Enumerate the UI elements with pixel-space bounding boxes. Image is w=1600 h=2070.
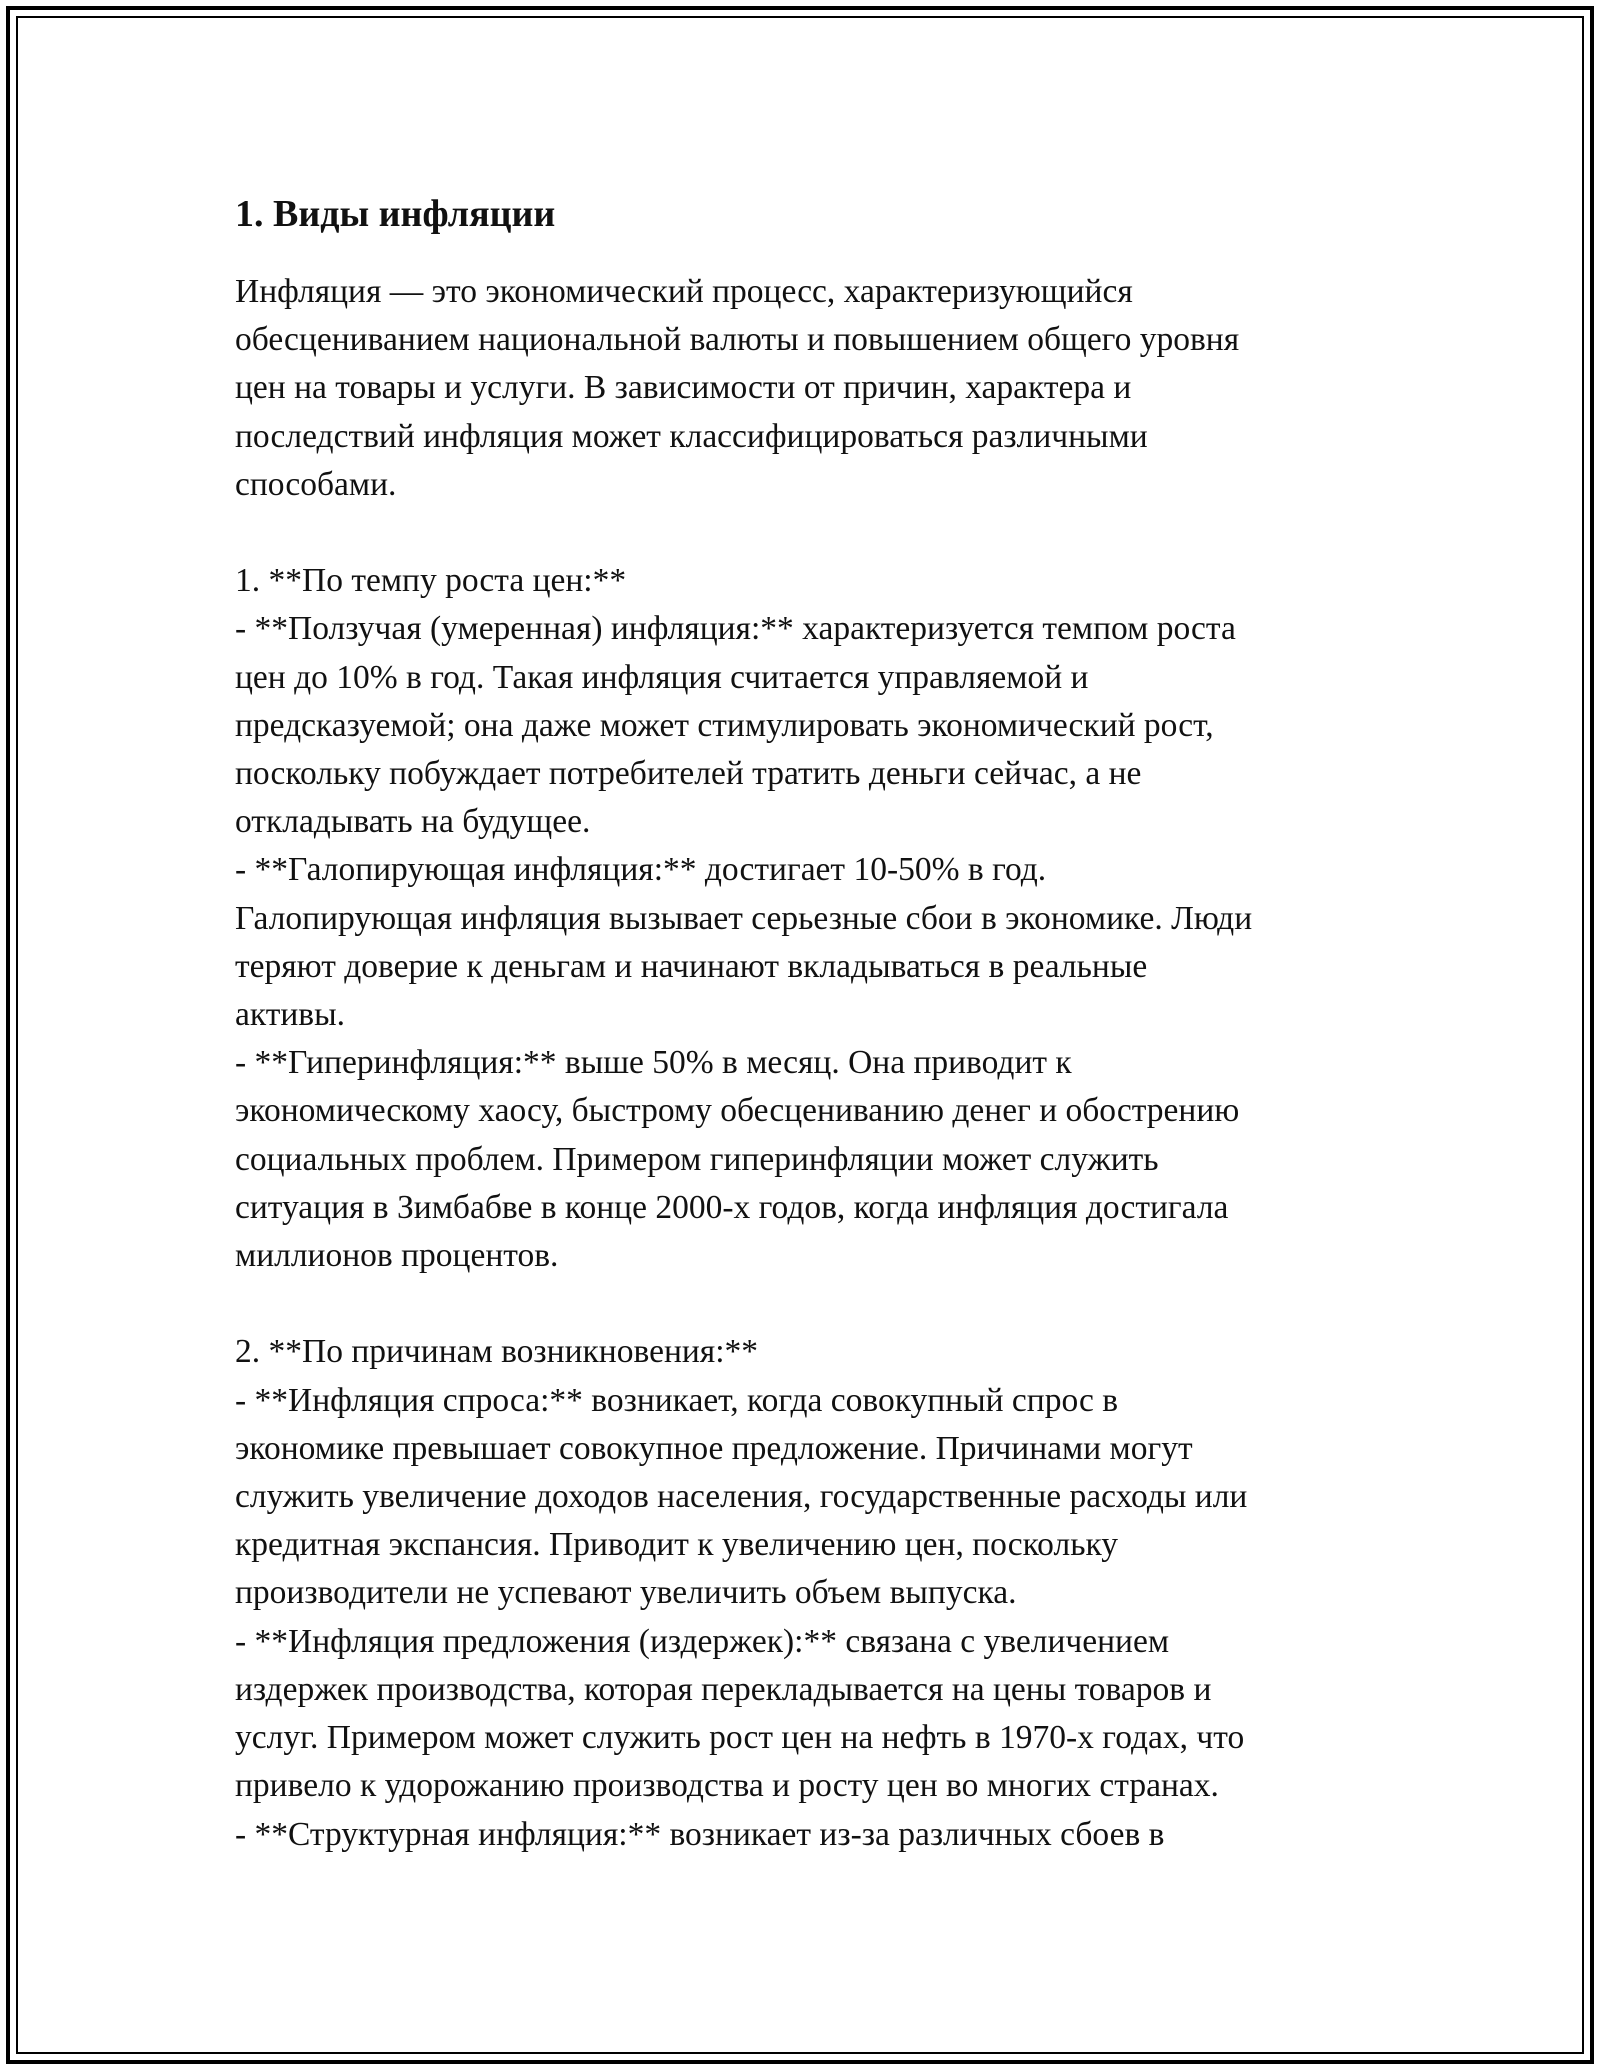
- body-text: Инфляция — это экономический процесс, характеризующийся обесцениванием национальной валюты и повышением общего уровня цен на товары и услуги. В зависимости от причин, характера и последствий инфляция может классифицироваться различными способами. 1. **По темпу роста цен:** - **Ползучая (умеренная) инфляция:** характеризуется темпом роста цен до 10% в год. Такая инфляция считается управляемой и предсказуемой; она даже может стимулировать экономический рост, поскольку побуждает потребителей тратить деньги сейчас, а не откладывать на будущее. - **Галопирующая инфляция:** достигает 10-50% в год. Галопирующая инфляция вызывает серьезные сбои в экономике. Люди теряют доверие к деньгам и начинают вкладываться в реальные активы. - **Гиперинфляция:** выше 50% в месяц. Она приводит к экономическому хаосу, быстрому обесцениванию денег и обострению социальных проблем. Примером гиперинфляции может служить ситуация в Зимбабве в конце 2000-х годов, когда инфляция достигала миллионов процентов. 2. **По причинам возникновения:** - **Инфляция спроса:** возникает, когда совокупный спрос в экономике превышает совокупное предложение. Причинами могут служить увеличение доходов населения, государственные расходы или кредитная экспансия. Приводит к увеличению цен, поскольку производители не успевают увеличить объем выпуска. - **Инфляция предложения (издержек):** связана с увеличением издержек производства, которая перекладывается на цены товаров и услуг. Примером может служить рост цен на нефть в 1970-х годах, что привело к удорожанию производства и росту цен во многих странах. - **Структурная инфляция:** возникает из-за различных сбоев в: [235, 273, 1253, 1853]
- section-heading: 1. Виды инфляции: [235, 193, 556, 235]
- document-page: [235, 188, 1415, 1859]
